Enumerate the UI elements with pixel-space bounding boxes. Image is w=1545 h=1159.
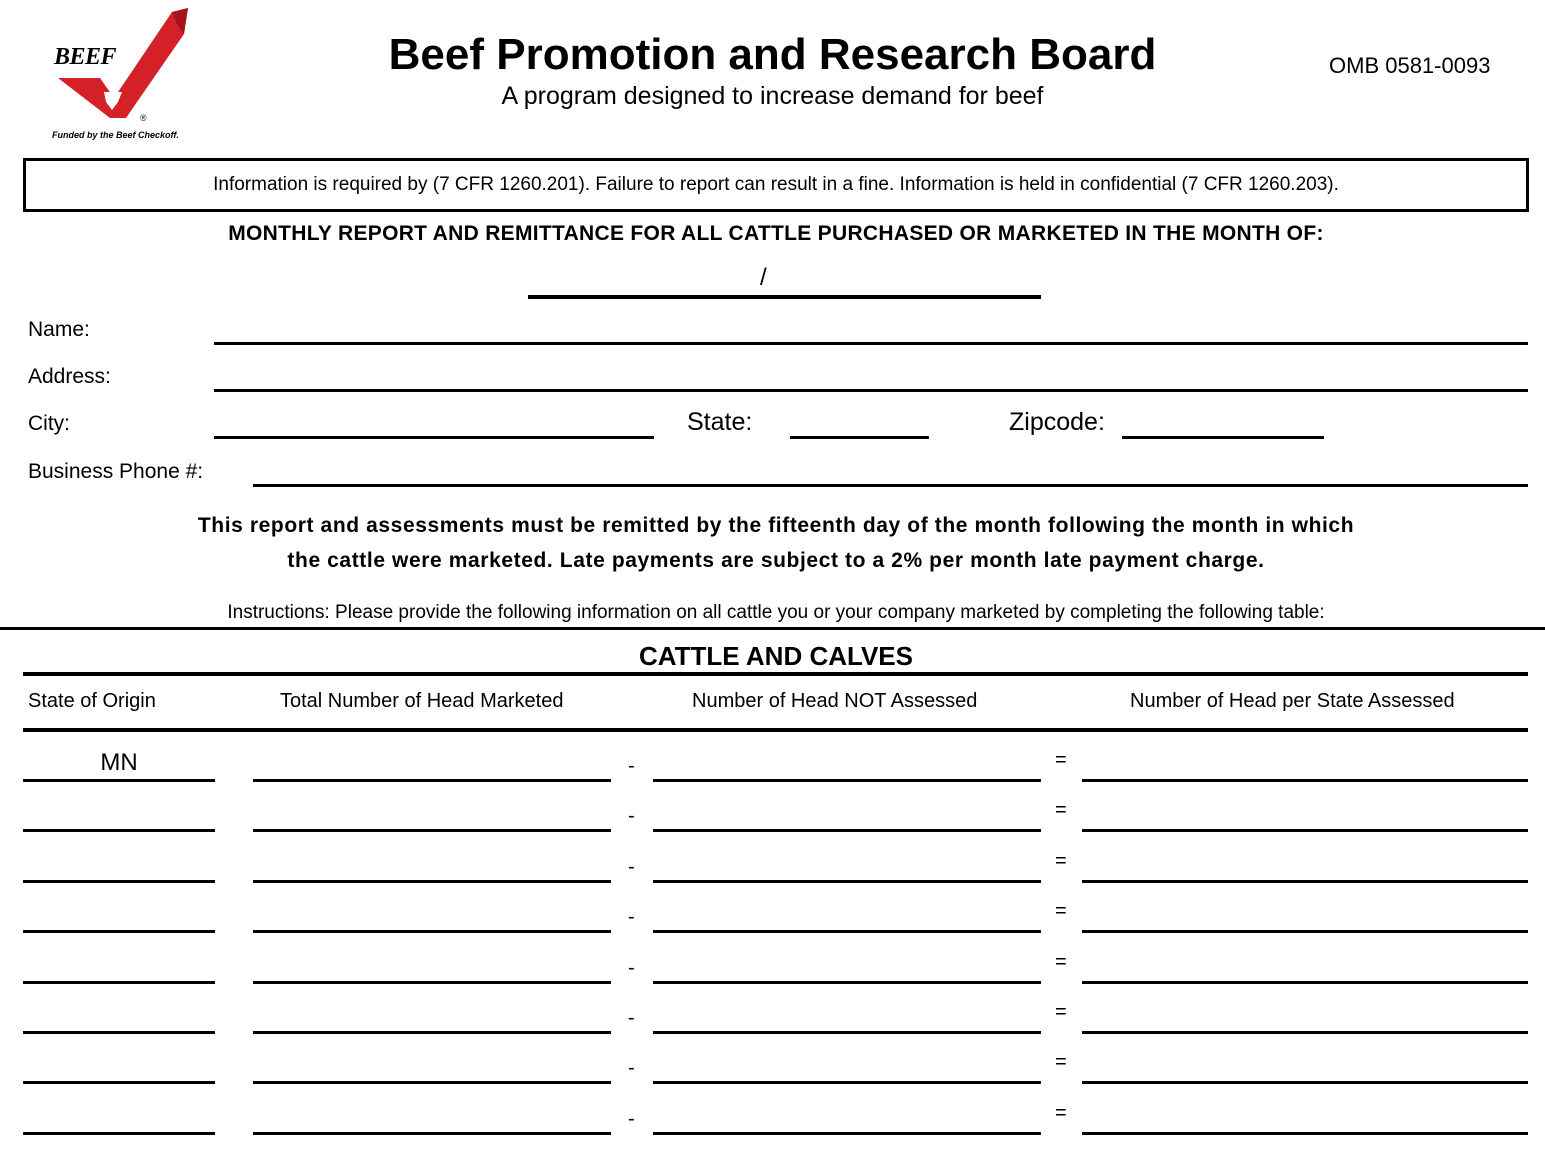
state-field[interactable] — [790, 436, 929, 439]
address-field[interactable] — [214, 389, 1528, 392]
equals-symbol: = — [1055, 1051, 1067, 1073]
month-year-underline — [528, 295, 1041, 299]
equals-symbol: = — [1055, 1001, 1067, 1023]
address-label: Address: — [28, 365, 111, 388]
table-row — [0, 749, 1545, 785]
equals-symbol: = — [1055, 749, 1067, 771]
confidentiality-notice: Information is required by (7 CFR 1260.201). Failure to report can result in a fine. Information is held in confidential (7 CFR 1260.203). — [23, 158, 1529, 212]
table-header-rule — [23, 728, 1528, 732]
equals-symbol: = — [1055, 900, 1067, 922]
total-head-marketed-field[interactable] — [253, 1031, 611, 1034]
equals-symbol: = — [1055, 850, 1067, 872]
table-title: CATTLE AND CALVES — [639, 641, 913, 671]
table-row — [0, 850, 1545, 886]
equals-symbol: = — [1055, 951, 1067, 973]
column-header-head-per-state-assessed: Number of Head per State Assessed — [1130, 690, 1455, 712]
report-heading: MONTHLY REPORT AND REMITTANCE FOR ALL CATTLE PURCHASED OR MARKETED IN THE MONTH OF: — [228, 222, 1324, 245]
city-field[interactable] — [214, 436, 654, 439]
table-row — [0, 900, 1545, 936]
head-per-state-assessed-field[interactable] — [1082, 1081, 1528, 1084]
total-head-marketed-field[interactable] — [253, 1132, 611, 1135]
head-not-assessed-field[interactable] — [653, 1132, 1041, 1135]
state-of-origin-field[interactable] — [23, 829, 215, 832]
minus-symbol: - — [628, 1108, 635, 1130]
logo-tagline: Funded by the Beef Checkoff. — [52, 130, 179, 140]
state-of-origin-field[interactable] — [23, 1132, 215, 1135]
head-per-state-assessed-field[interactable] — [1082, 981, 1528, 984]
svg-text:®: ® — [140, 113, 147, 123]
zipcode-field[interactable] — [1122, 436, 1324, 439]
total-head-marketed-field[interactable] — [253, 880, 611, 883]
head-per-state-assessed-field[interactable] — [1082, 930, 1528, 933]
head-not-assessed-field[interactable] — [653, 829, 1041, 832]
section-divider — [0, 627, 1545, 630]
head-per-state-assessed-field[interactable] — [1082, 1031, 1528, 1034]
minus-symbol: - — [628, 856, 635, 878]
head-per-state-assessed-field[interactable] — [1082, 880, 1528, 883]
minus-symbol: - — [628, 805, 635, 827]
logo-wordmark: BEEF — [54, 44, 117, 70]
table-row — [0, 1051, 1545, 1087]
deadline-note-line2: the cattle were marketed. Late payments are subject to a 2% per month late payment charge. — [287, 549, 1265, 572]
table-row — [0, 1102, 1545, 1138]
total-head-marketed-field[interactable] — [253, 779, 611, 782]
omb-number: OMB 0581-0093 — [1329, 53, 1491, 78]
total-head-marketed-field[interactable] — [253, 981, 611, 984]
minus-symbol: - — [628, 957, 635, 979]
state-of-origin-field[interactable] — [23, 1081, 215, 1084]
head-per-state-assessed-field[interactable] — [1082, 779, 1528, 782]
total-head-marketed-field[interactable] — [253, 829, 611, 832]
business-phone-label: Business Phone #: — [28, 460, 204, 483]
state-of-origin-field[interactable] — [23, 930, 215, 933]
equals-symbol: = — [1055, 1102, 1067, 1124]
head-not-assessed-field[interactable] — [653, 880, 1041, 883]
column-header-total-head-marketed: Total Number of Head Marketed — [280, 690, 564, 712]
head-per-state-assessed-field[interactable] — [1082, 829, 1528, 832]
state-of-origin-value: MN — [100, 749, 138, 776]
deadline-note-line1: This report and assessments must be remitted by the fifteenth day of the month following the month in which — [197, 514, 1355, 537]
month-year-field[interactable] — [528, 262, 1041, 300]
head-not-assessed-field[interactable] — [653, 779, 1041, 782]
page-subtitle: A program designed to increase demand for beef — [501, 82, 1044, 110]
zipcode-label: Zipcode: — [1009, 408, 1105, 436]
city-label: City: — [28, 412, 70, 435]
head-not-assessed-field[interactable] — [653, 930, 1041, 933]
total-head-marketed-field[interactable] — [253, 930, 611, 933]
state-of-origin-field[interactable] — [23, 779, 215, 782]
minus-symbol: - — [628, 1057, 635, 1079]
equals-symbol: = — [1055, 799, 1067, 821]
state-of-origin-field[interactable] — [23, 880, 215, 883]
instructions-text: Instructions: Please provide the following information on all cattle you or your company marketed by completing the following table: — [227, 602, 1325, 623]
business-phone-field[interactable] — [253, 484, 1528, 487]
state-of-origin-field[interactable] — [23, 981, 215, 984]
name-label: Name: — [28, 318, 90, 341]
state-label: State: — [687, 408, 753, 436]
total-head-marketed-field[interactable] — [253, 1081, 611, 1084]
page-title: Beef Promotion and Research Board — [388, 30, 1157, 79]
minus-symbol: - — [628, 755, 635, 777]
column-header-head-not-assessed: Number of Head NOT Assessed — [692, 690, 978, 712]
head-not-assessed-field[interactable] — [653, 1031, 1041, 1034]
column-header-state-of-origin: State of Origin — [28, 690, 156, 712]
state-of-origin-field[interactable] — [23, 1031, 215, 1034]
minus-symbol: - — [628, 906, 635, 928]
table-row — [0, 951, 1545, 987]
head-not-assessed-field[interactable] — [653, 981, 1041, 984]
minus-symbol: - — [628, 1007, 635, 1029]
head-not-assessed-field[interactable] — [653, 1081, 1041, 1084]
table-top-rule — [23, 672, 1528, 676]
table-row — [0, 1001, 1545, 1037]
table-row — [0, 799, 1545, 835]
month-year-separator: / — [760, 264, 767, 291]
head-per-state-assessed-field[interactable] — [1082, 1132, 1528, 1135]
name-field[interactable] — [214, 342, 1528, 345]
